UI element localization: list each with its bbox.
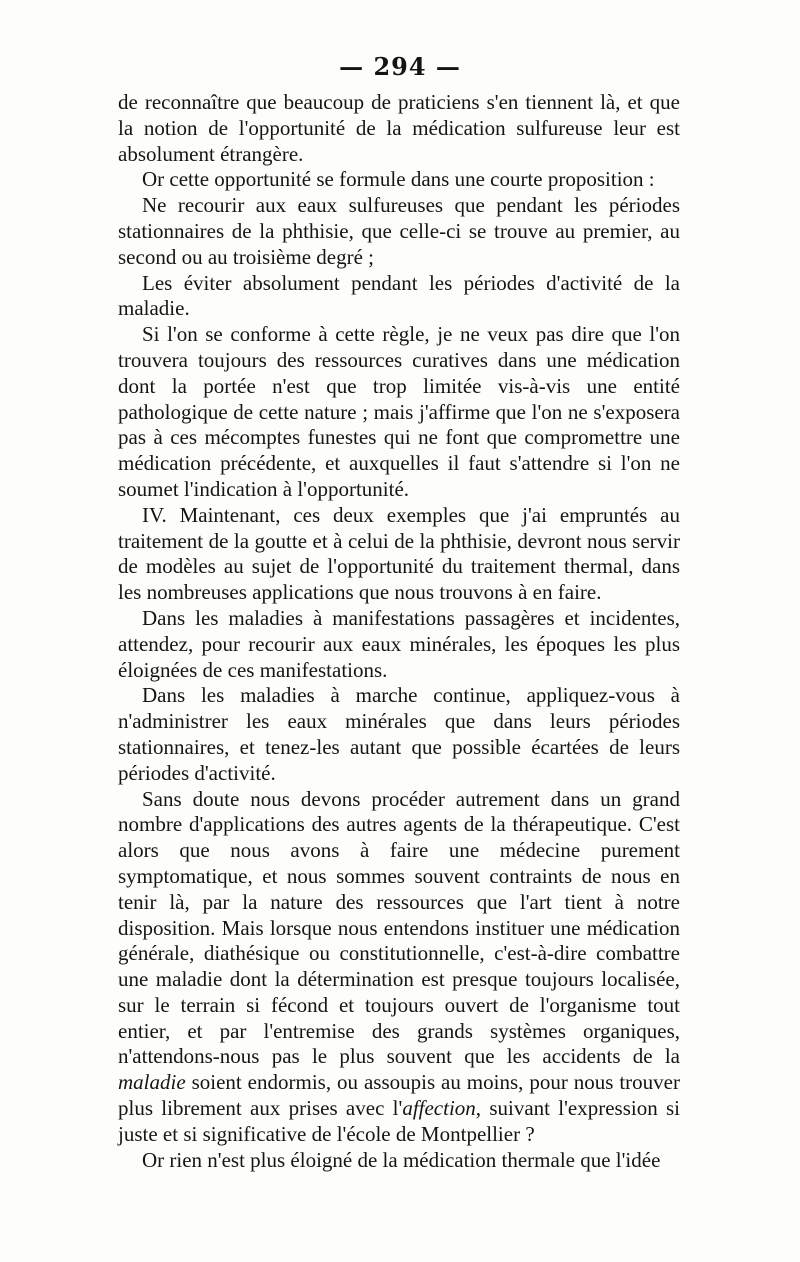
text-run: soient endormis, ou assoupis au moins, pour nous trouver plus librement aux prises avec l' xyxy=(118,1070,680,1121)
text-run: Ne recourir aux eaux sulfureuses que pendant les périodes stationnaires de la phthisie, que celle-ci se trouve au premier, au second ou au troisième degré ; xyxy=(118,193,680,269)
page-number: — 294 — xyxy=(339,52,461,81)
paragraph xyxy=(118,167,680,193)
text-run: de reconnaître que beaucoup de praticiens s'en tiennent là, et que la notion de l'opportunité de la médication sulfureuse leur est absolument étrangère. xyxy=(118,90,680,166)
text-run: Sans doute nous devons procéder autrement dans un grand nombre d'applications des autres agents de la thérapeutique. C'est alors que nous avons à faire une médecine purement symptomatique, et nous sommes souvent contraints de nous en tenir là, par la nature des ressources que l'art tient à notre disposition. Mais lorsque nous entendons instituer une médication générale, diathésique ou constitutionnelle, c'est-à-dire combattre une maladie dont la détermination est presque toujours localisée, sur le terrain si fécond et toujours ouvert de l'organisme tout entier, et par l'entremise des grands systèmes organiques, n'attendons-nous pas le plus souvent que les accidents de la xyxy=(118,786,680,1069)
text-run: Or cette opportunité se formule dans une courte proposition : xyxy=(142,167,655,192)
paragraph xyxy=(118,787,680,1148)
text-run: IV. Maintenant, ces deux exemples que j'ai empruntés au traitement de la goutte et à celui de la phthisie, devront nous servir de modèles au sujet de l'opportunité du traitement thermal, dans les nombreuses applications que nous trouvons à en faire. xyxy=(118,502,680,605)
italic-text: maladie xyxy=(118,1070,186,1095)
text-run: Or rien n'est plus éloigné de la médication thermale que l'idée xyxy=(142,1147,661,1172)
text-run: Si l'on se conforme à cette règle, je ne veux pas dire que l'on trouvera toujours des ressources curatives dans une médication dont la portée n'est que trop limitée vis-à-vis une entité pathologique de cette nature ; mais j'affirme que l'on ne s'exposera pas à ces mécomptes funestes qui ne font que compromettre une médication précédente, et auxquelles il faut s'attendre si l'on ne soumet l'indication à l'opportunité. xyxy=(118,322,680,501)
paragraph xyxy=(118,193,680,270)
body-text xyxy=(118,90,680,1173)
paragraph xyxy=(118,90,680,167)
text-run: Les éviter absolument pendant les périodes d'activité de la maladie. xyxy=(118,270,680,321)
paragraph xyxy=(118,271,680,323)
paragraph xyxy=(118,322,680,503)
paragraph xyxy=(118,1148,680,1174)
paragraph xyxy=(118,683,680,786)
paragraph xyxy=(118,503,680,606)
text-run: Dans les maladies à manifestations passagères et incidentes, attendez, pour recourir aux eaux minérales, les époques les plus éloignées de ces manifestations. xyxy=(118,605,680,682)
italic-text: affection xyxy=(402,1096,476,1121)
text-run: Dans les maladies à marche continue, appliquez-vous à n'administrer les eaux minérales que dans leurs périodes stationnaires, et tenez-les autant que possible écartées de leurs périodes d'activité. xyxy=(118,683,680,785)
text-run: , suivant l'expression si juste et si significative de l'école de Montpellier ? xyxy=(118,1096,681,1146)
paragraph xyxy=(118,606,680,683)
